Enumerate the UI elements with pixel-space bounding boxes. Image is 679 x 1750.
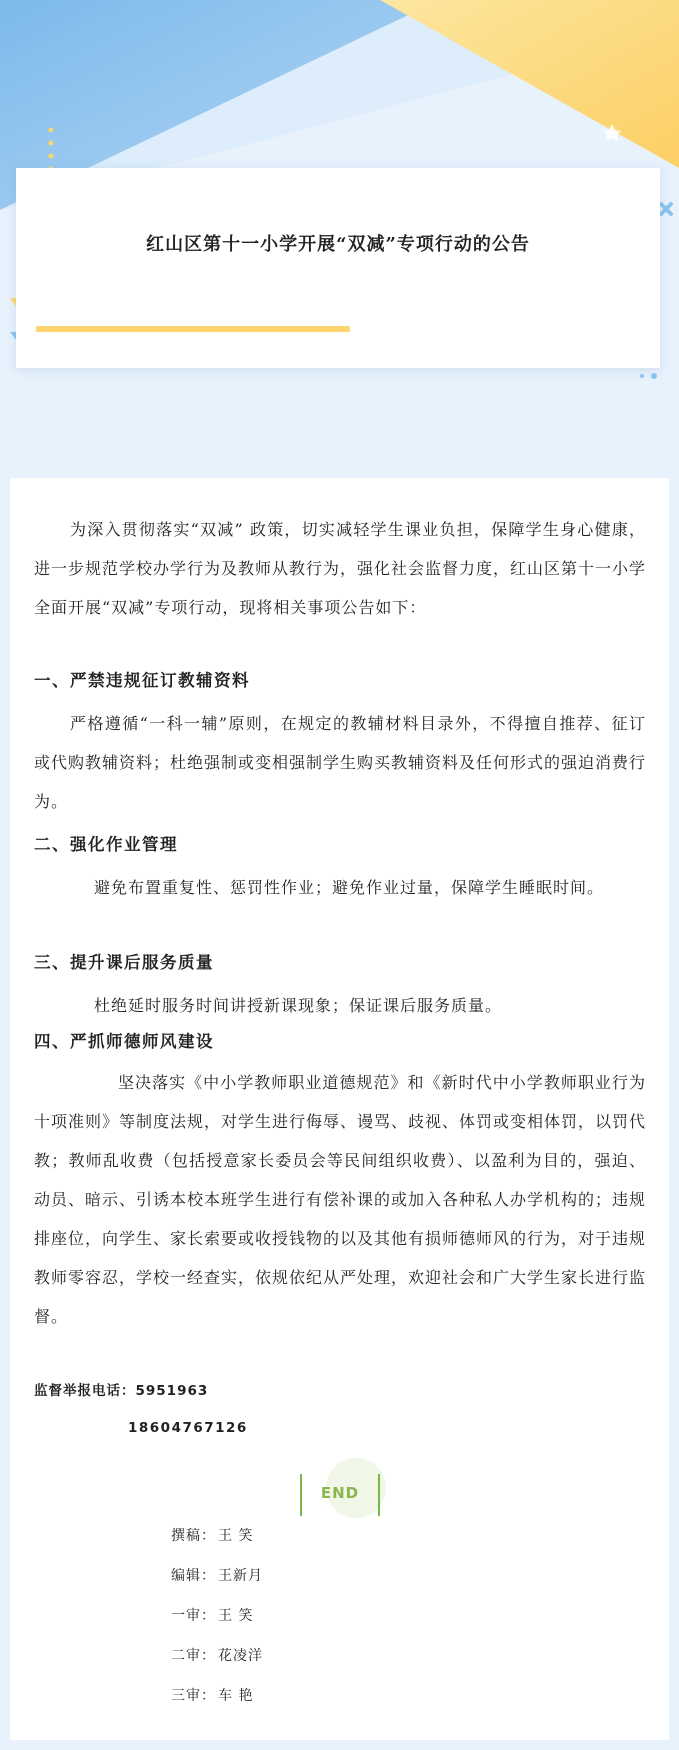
announcement-body	[10, 478, 669, 1740]
credits-list	[171, 1516, 263, 1716]
credit-name: 车 艳	[218, 1688, 254, 1704]
credit-editor	[171, 1556, 263, 1596]
credit-role: 编辑：	[171, 1568, 216, 1584]
credit-name: 王 笑	[218, 1528, 254, 1544]
section-heading-3: 三、提升课后服务质量	[34, 953, 214, 972]
section-heading-1: 一、严禁违规征订教辅资料	[34, 671, 250, 690]
credit-name: 王新月	[218, 1568, 263, 1584]
end-marker	[300, 1474, 380, 1516]
credit-name: 王 笑	[218, 1608, 254, 1624]
section-heading-2: 二、强化作业管理	[34, 835, 178, 854]
credit-review-1	[171, 1596, 263, 1636]
end-label: END	[320, 1484, 360, 1502]
section-body-4: 坚决落实《中小学教师职业道德规范》和《新时代中小学教师职业行为十项准则》等制度法规，对学生进行侮辱、谩骂、歧视、体罚或变相体罚，以罚代教；教师乱收费（包括授意家长委员会等民间组织收费）、以盈利为目的，强迫、动员、暗示、引诱本校本班学生进行有偿补课的或加入各种私人办学机构的；违规排座位，向学生、家长索要或收授钱物的以及其他有损师德师风的行为，对于违规教师零容忍，学校一经查实，依规依纪从严处理，欢迎社会和广大学生家长进行监督。	[34, 1073, 647, 1326]
credit-role: 撰稿：	[171, 1528, 216, 1544]
section-heading-4: 四、严抓师德师风建设	[34, 1032, 214, 1051]
credit-writer	[171, 1516, 263, 1556]
hotline-label: 监督举报电话：5951963	[34, 1383, 209, 1399]
intro-paragraph: 为深入贯彻落实“双减” 政策，切实减轻学生课业负担，保障学生身心健康，进一步规范学校办学行为及教师从教行为，强化社会监督力度，红山区第十一小学全面开展“双减”专项行动，现将相关事项公告如下：	[34, 520, 647, 617]
credit-review-2	[171, 1636, 263, 1676]
page-title: 红山区第十一小学开展“双减”专项行动的公告	[146, 234, 530, 255]
section-body-3: 杜绝延时服务时间讲授新课现象；保证课后服务质量。	[94, 996, 503, 1015]
credit-role: 三审：	[171, 1688, 216, 1704]
credit-role: 一审：	[171, 1608, 216, 1624]
section-body-2: 避免布置重复性、惩罚性作业；避免作业过量，保障学生睡眠时间。	[94, 878, 605, 897]
credit-review-3	[171, 1676, 263, 1716]
title-underline-bar	[36, 326, 350, 332]
section-body-1: 严格遵循“一科一辅”原则，在规定的教辅材料目录外，不得擅自推荐、征订或代购教辅资料；杜绝强制或变相强制学生购买教辅资料及任何形式的强迫消费行为。	[34, 714, 647, 811]
title-card	[16, 168, 660, 368]
hotline-phone: 18604767126	[128, 1420, 248, 1436]
credit-name: 花凌洋	[218, 1648, 263, 1664]
credit-role: 二审：	[171, 1648, 216, 1664]
